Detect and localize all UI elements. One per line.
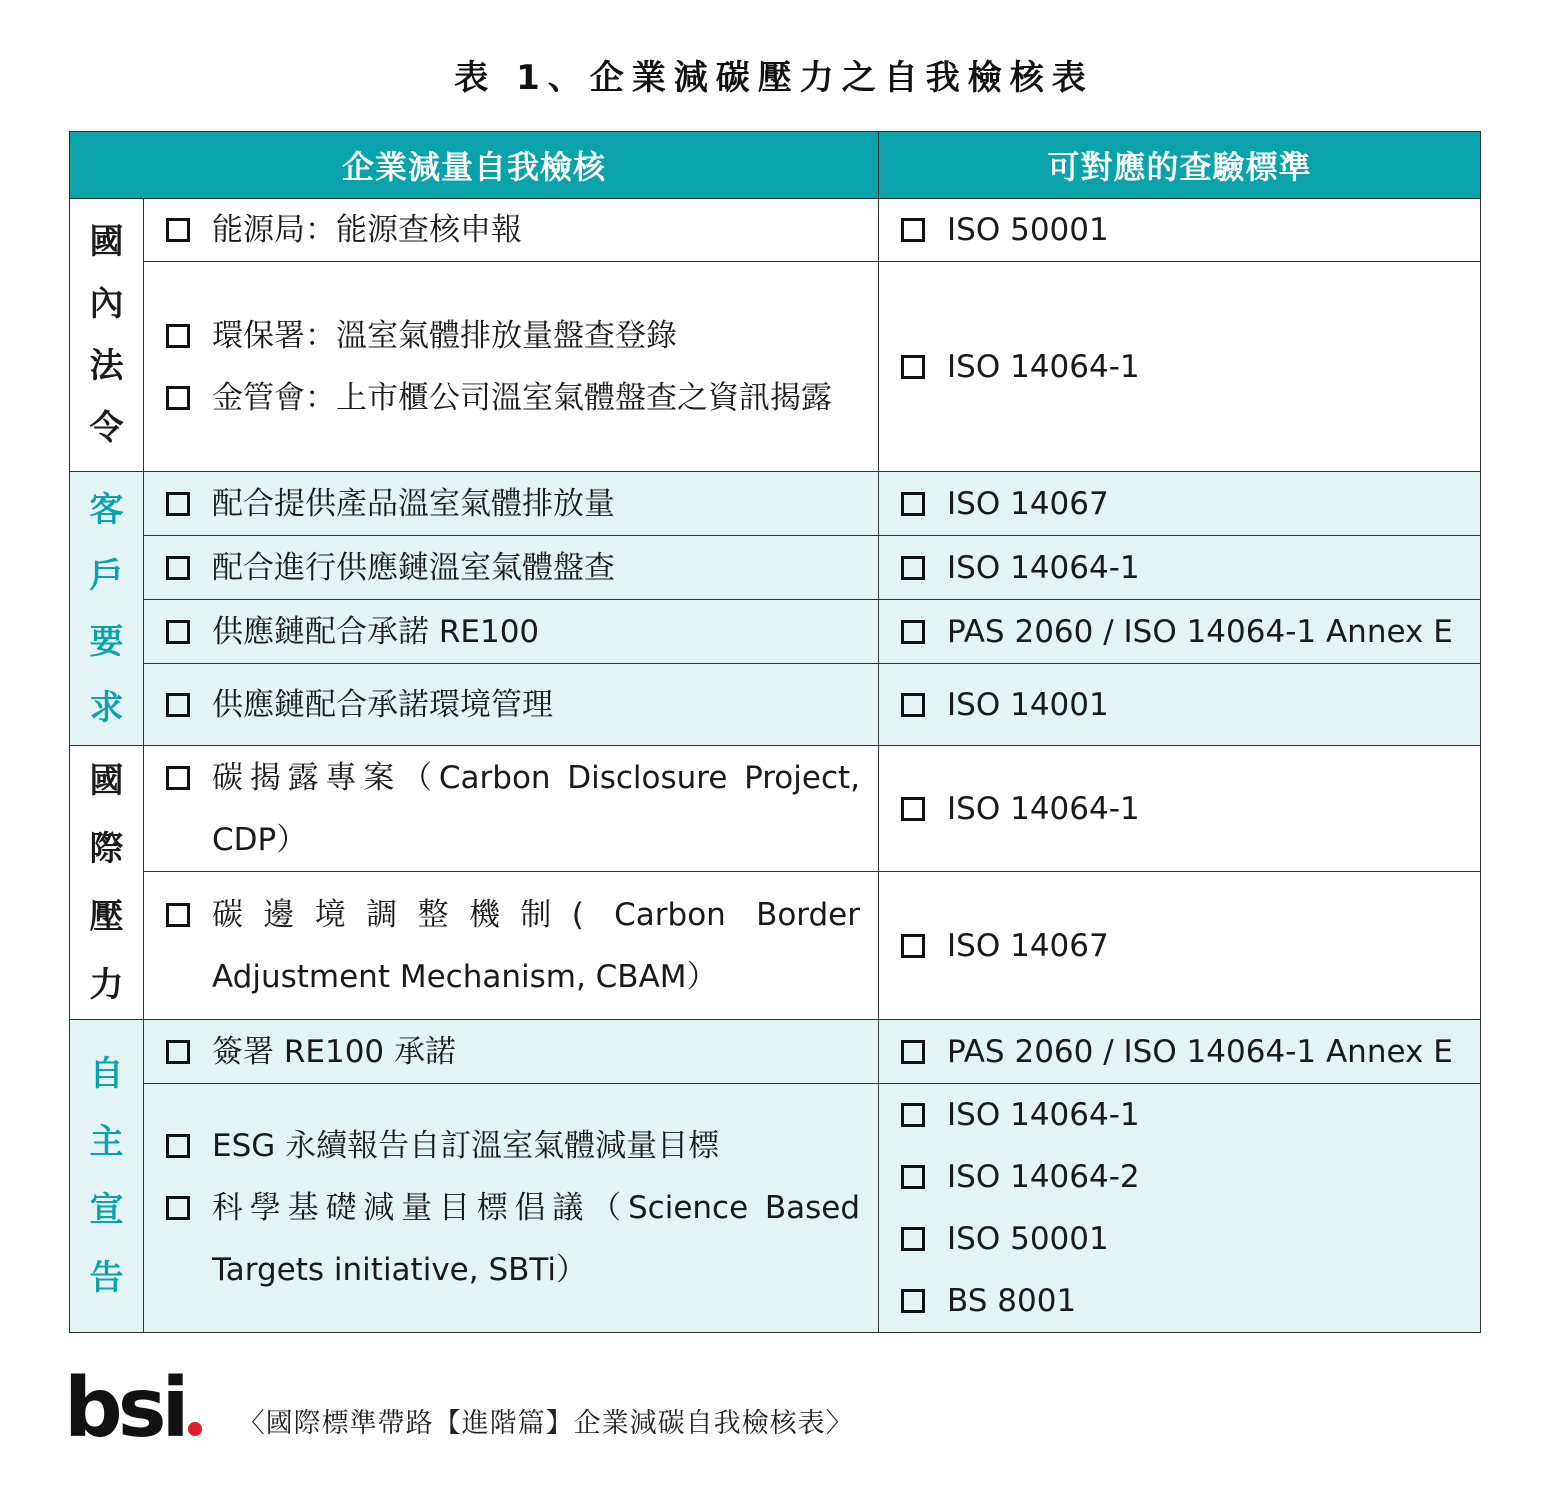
- standard-cell: [879, 746, 1481, 872]
- standard-item: ISO 14064-1: [879, 537, 1480, 599]
- standard-item: ISO 14064-2: [879, 1146, 1480, 1208]
- standard-item: ISO 14064-1: [879, 1084, 1480, 1146]
- checkbox[interactable]: [901, 492, 925, 516]
- standard-cell: [879, 472, 1481, 536]
- check-item: 碳邊境調整機制( Carbon Border Adjustment Mechanism, CBAM）: [144, 884, 878, 1008]
- checkbox[interactable]: [166, 1040, 190, 1064]
- check-item: 供應鏈配合承諾環境管理: [144, 674, 878, 736]
- table-row: [70, 199, 1481, 262]
- check-cell: [144, 746, 879, 872]
- standard-item: ISO 14001: [879, 674, 1480, 736]
- logo-dot-icon: [188, 1422, 202, 1436]
- checkbox[interactable]: [901, 1040, 925, 1064]
- standard-item: ISO 14067: [879, 473, 1480, 535]
- header-self-check: 企業減量自我檢核: [70, 132, 879, 199]
- check-item: 配合提供產品溫室氣體排放量: [144, 473, 878, 535]
- checkbox[interactable]: [901, 693, 925, 717]
- standard-item: ISO 14064-1: [879, 336, 1480, 398]
- check-item: 配合進行供應鏈溫室氣體盤查: [144, 537, 878, 599]
- checkbox[interactable]: [901, 218, 925, 242]
- footer-caption: 〈國際標準帶路【進階篇】企業減碳自我檢核表〉: [237, 1407, 854, 1439]
- check-cell: [144, 600, 879, 664]
- standard-item: ISO 50001: [879, 1208, 1480, 1270]
- category-customer-requirements: 客 戶 要 求: [70, 472, 144, 746]
- standard-item: ISO 50001: [879, 199, 1480, 261]
- check-item: 碳揭露專案（Carbon Disclosure Project, CDP）: [144, 747, 878, 871]
- table-row: [70, 1020, 1481, 1084]
- bsi-logo: bsi: [64, 1368, 202, 1450]
- standard-item: PAS 2060 / ISO 14064-1 Annex E: [879, 1021, 1480, 1083]
- standard-cell: [879, 1084, 1481, 1333]
- check-cell: [144, 536, 879, 600]
- checkbox[interactable]: [901, 1103, 925, 1127]
- checkbox[interactable]: [166, 620, 190, 644]
- checkbox[interactable]: [166, 492, 190, 516]
- checkbox[interactable]: [901, 1289, 925, 1313]
- footer: [64, 1361, 854, 1456]
- check-cell: [144, 872, 879, 1020]
- check-cell: [144, 199, 879, 262]
- category-voluntary-declaration: 自 主 宣 告: [70, 1020, 144, 1333]
- checkbox[interactable]: [901, 556, 925, 580]
- check-item: 金管會：上市櫃公司溫室氣體盤查之資訊揭露: [144, 367, 878, 429]
- standard-cell: [879, 199, 1481, 262]
- table-row: [70, 472, 1481, 536]
- table-row: [70, 1084, 1481, 1333]
- check-item: 科學基礎減量目標倡議（Science Based Targets initiative, SBTi）: [144, 1177, 878, 1301]
- table-row: [70, 746, 1481, 872]
- checkbox[interactable]: [901, 1227, 925, 1251]
- checkbox[interactable]: [901, 797, 925, 821]
- check-cell: [144, 1020, 879, 1084]
- check-cell: [144, 472, 879, 536]
- checkbox[interactable]: [901, 355, 925, 379]
- check-cell: [144, 664, 879, 746]
- checkbox[interactable]: [901, 934, 925, 958]
- checkbox[interactable]: [166, 324, 190, 348]
- checkbox[interactable]: [166, 218, 190, 242]
- standard-item: PAS 2060 / ISO 14064-1 Annex E: [879, 601, 1480, 663]
- checkbox[interactable]: [166, 1196, 190, 1220]
- check-item: 供應鏈配合承諾 RE100: [144, 601, 878, 663]
- table-row: [70, 536, 1481, 600]
- table-row: [70, 664, 1481, 746]
- check-item: 環保署：溫室氣體排放量盤查登錄: [144, 305, 878, 367]
- standard-item: ISO 14067: [879, 915, 1480, 977]
- standard-cell: [879, 872, 1481, 1020]
- standard-cell: [879, 600, 1481, 664]
- standard-cell: [879, 262, 1481, 472]
- checkbox[interactable]: [166, 386, 190, 410]
- category-domestic-law: 國 內 法 令: [70, 199, 144, 472]
- check-cell: [144, 1084, 879, 1333]
- checkbox[interactable]: [166, 556, 190, 580]
- category-international-pressure: 國 際 壓 力: [70, 746, 144, 1020]
- standard-cell: [879, 664, 1481, 746]
- standard-item: BS 8001: [879, 1270, 1480, 1332]
- table-row: [70, 262, 1481, 472]
- check-cell: [144, 262, 879, 472]
- check-item: ESG 永續報告自訂溫室氣體減量目標: [144, 1115, 878, 1177]
- check-item: 能源局：能源查核申報: [144, 199, 878, 261]
- standard-cell: [879, 1020, 1481, 1084]
- checkbox[interactable]: [166, 693, 190, 717]
- checkbox[interactable]: [901, 1165, 925, 1189]
- checkbox[interactable]: [166, 1134, 190, 1158]
- checkbox[interactable]: [166, 766, 190, 790]
- checkbox[interactable]: [166, 903, 190, 927]
- check-item: 簽署 RE100 承諾: [144, 1021, 878, 1083]
- checkbox[interactable]: [901, 620, 925, 644]
- table-row: [70, 872, 1481, 1020]
- standard-cell: [879, 536, 1481, 600]
- standard-item: ISO 14064-1: [879, 778, 1480, 840]
- table-row: [70, 600, 1481, 664]
- page-title: 表 1、企業減碳壓力之自我檢核表: [454, 58, 1094, 98]
- header-standards: 可對應的查驗標準: [879, 132, 1481, 199]
- checklist-table: [69, 131, 1481, 1333]
- table-header-row: [70, 132, 1481, 199]
